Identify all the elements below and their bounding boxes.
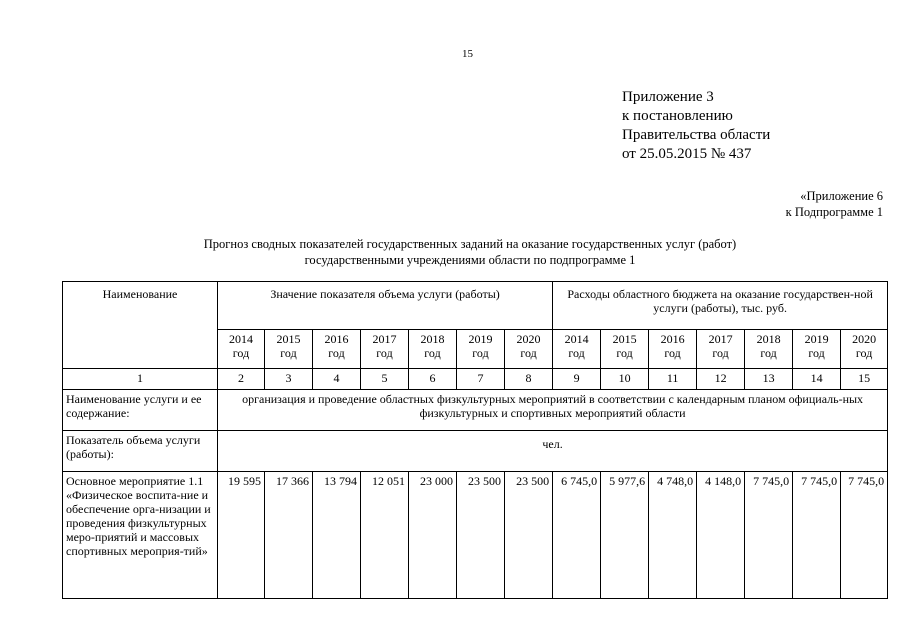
year-label: 2016	[324, 332, 349, 346]
year-unit-label: год	[855, 346, 873, 360]
year-header-cell	[457, 330, 505, 369]
year-label: 2017	[708, 332, 733, 346]
service-value-cell: организация и проведение областных физкультурных мероприятий в соответствии с календарным планом официаль-ных физкультурных и спортивных мероприятий области	[218, 390, 888, 431]
column-number-cell: 14	[793, 369, 841, 390]
indicator-value-cell: чел.	[218, 431, 888, 472]
column-number-cell: 4	[313, 369, 361, 390]
table-row	[63, 472, 888, 599]
year-header-cell	[361, 330, 409, 369]
year-label: 2019	[804, 332, 829, 346]
year-header-cell	[841, 330, 888, 369]
year-label: 2018	[756, 332, 781, 346]
year-label: 2020	[516, 332, 541, 346]
year-unit-label: год	[376, 346, 393, 360]
appendix3-line: Правительства области	[622, 127, 771, 143]
year-unit-label: год	[280, 346, 297, 360]
year-unit-label: год	[712, 346, 729, 360]
appendix6-line: к Подпрограмме 1	[785, 205, 883, 219]
volume-value-cell: 17 366	[265, 472, 313, 599]
header-volume-cell: Значение показателя объема услуги (работы)	[218, 282, 553, 330]
year-label: 2020	[852, 332, 877, 346]
expense-value-cell: 4 748,0	[649, 472, 697, 599]
year-header-cell	[649, 330, 697, 369]
year-label: 2015	[612, 332, 637, 346]
year-unit-label: год	[616, 346, 633, 360]
appendix6-line: «Приложение 6	[800, 189, 883, 203]
expense-value-cell: 7 745,0	[841, 472, 888, 599]
year-unit-label: год	[424, 346, 441, 360]
document-title-line: Прогноз сводных показателей государственных заданий на оказание государственных услуг (работ)	[203, 237, 737, 251]
appendix3-line: к постановлению	[622, 108, 733, 124]
column-number-cell: 10	[601, 369, 649, 390]
year-label: 2015	[276, 332, 301, 346]
expense-value-cell: 4 148,0	[697, 472, 745, 599]
header-expenses-cell: Расходы областного бюджета на оказание государствен-ной услуги (работы), тыс. руб.	[553, 282, 888, 330]
year-header-cell	[553, 330, 601, 369]
year-header-cell	[409, 330, 457, 369]
year-header-cell	[505, 330, 553, 369]
year-unit-label: год	[760, 346, 777, 360]
year-unit-label: год	[472, 346, 489, 360]
volume-value-cell: 23 500	[457, 472, 505, 599]
year-unit-label: год	[568, 346, 585, 360]
document-title-line: государственными учреждениями области по подпрограмме 1	[304, 253, 636, 267]
volume-value-cell: 19 595	[218, 472, 265, 599]
page-number: 15	[462, 48, 473, 60]
column-number-cell: 1	[63, 369, 218, 390]
year-unit-label: год	[520, 346, 537, 360]
year-header-cell	[793, 330, 841, 369]
appendix3-line: Приложение 3	[622, 89, 714, 105]
column-number-cell: 11	[649, 369, 697, 390]
year-label: 2018	[420, 332, 445, 346]
column-number-cell: 2	[218, 369, 265, 390]
year-header-cell	[745, 330, 793, 369]
appendix3-block	[622, 88, 770, 164]
year-unit-label: год	[328, 346, 345, 360]
volume-value-cell: 13 794	[313, 472, 361, 599]
year-header-cell	[265, 330, 313, 369]
year-label: 2014	[229, 332, 253, 346]
column-number-cell: 9	[553, 369, 601, 390]
year-header-cell	[313, 330, 361, 369]
column-number-cell: 7	[457, 369, 505, 390]
year-header-cell	[697, 330, 745, 369]
expense-value-cell: 6 745,0	[553, 472, 601, 599]
year-unit-label: год	[664, 346, 681, 360]
year-header-cell	[218, 330, 265, 369]
expense-value-cell: 7 745,0	[745, 472, 793, 599]
table-column-numbers-row	[63, 369, 888, 390]
volume-value-cell: 12 051	[361, 472, 409, 599]
table-row	[63, 390, 888, 431]
expense-value-cell: 5 977,6	[601, 472, 649, 599]
year-unit-label: год	[808, 346, 825, 360]
column-number-cell: 15	[841, 369, 888, 390]
forecast-table	[62, 281, 888, 599]
header-name-cell: Наименование	[63, 282, 218, 369]
volume-value-cell: 23 500	[505, 472, 553, 599]
year-unit-label: год	[232, 346, 250, 360]
year-label: 2014	[564, 332, 589, 346]
column-number-cell: 3	[265, 369, 313, 390]
column-number-cell: 6	[409, 369, 457, 390]
appendix3-line: от 25.05.2015 № 437	[622, 146, 752, 162]
year-label: 2019	[468, 332, 493, 346]
indicator-label-cell: Показатель объема услуги (работы):	[63, 431, 218, 472]
document-title	[150, 236, 790, 268]
table-row	[63, 431, 888, 472]
year-label: 2017	[372, 332, 397, 346]
table-header-row	[63, 282, 888, 330]
main-activity-label-cell: Основное мероприятие 1.1 «Физическое воспита-ние и обеспечение орга-низации и проведения физкультурных меро-приятий и массовых спортивных мероприя-тий»	[63, 472, 218, 599]
year-header-cell	[601, 330, 649, 369]
expense-value-cell: 7 745,0	[793, 472, 841, 599]
column-number-cell: 12	[697, 369, 745, 390]
year-label: 2016	[660, 332, 685, 346]
column-number-cell: 13	[745, 369, 793, 390]
volume-value-cell: 23 000	[409, 472, 457, 599]
column-number-cell: 8	[505, 369, 553, 390]
column-number-cell: 5	[361, 369, 409, 390]
appendix6-block	[786, 188, 883, 220]
service-label-cell: Наименование услуги и ее содержание:	[63, 390, 218, 431]
